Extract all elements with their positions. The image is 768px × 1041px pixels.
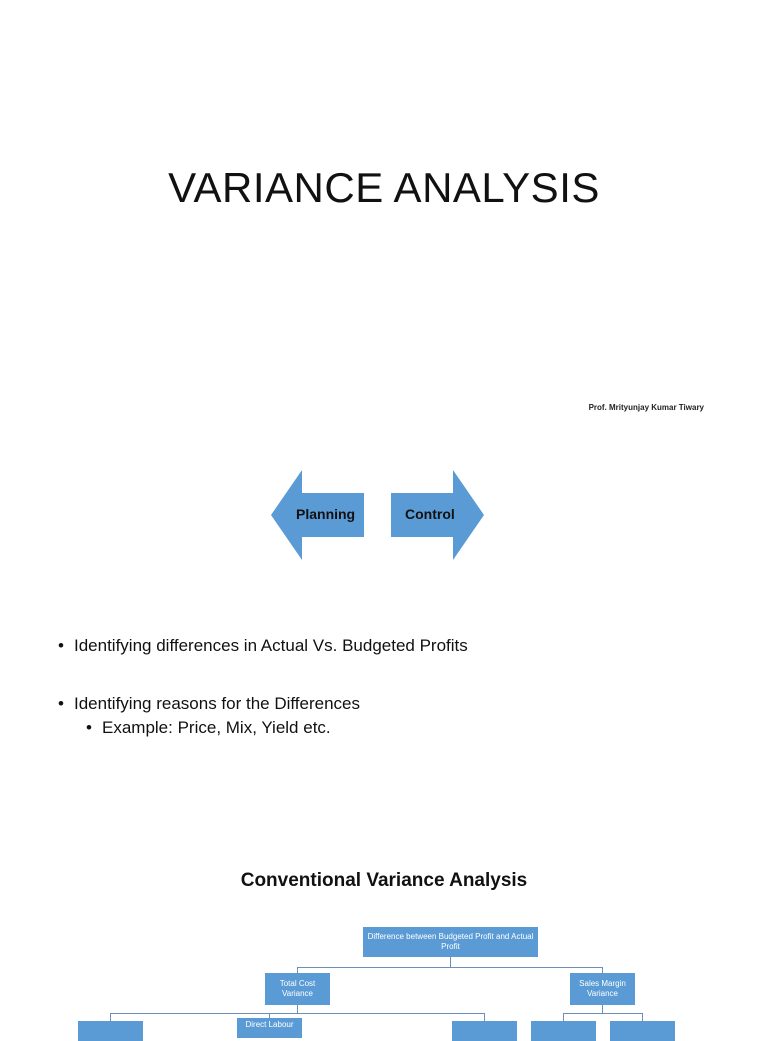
level2-box — [610, 1021, 675, 1041]
connector-line — [563, 1013, 564, 1021]
level2-box — [78, 1021, 143, 1041]
title-slide — [0, 0, 768, 430]
connector-line — [110, 1013, 111, 1021]
connector-line — [297, 967, 602, 968]
connector-line — [484, 1013, 485, 1021]
level2-box — [452, 1021, 517, 1041]
page-title: VARIANCE ANALYSIS — [168, 164, 600, 211]
root-box: Difference between Budgeted Profit and Actual Profit — [363, 927, 538, 957]
connector-line — [110, 1013, 485, 1014]
planning-control-slide — [0, 430, 768, 590]
chart-title: Conventional Variance Analysis — [240, 870, 528, 891]
bullet-glyph: • — [86, 718, 92, 737]
bullet-text: Example: Price, Mix, Yield etc. — [102, 718, 331, 737]
connector-line — [450, 957, 451, 967]
bullet-glyph: • — [58, 694, 64, 713]
level2-box — [531, 1021, 596, 1041]
connector-line — [563, 1013, 642, 1014]
bullet-item — [58, 636, 468, 656]
variance-chart-slide — [0, 830, 768, 1029]
control-label: Control — [405, 506, 455, 522]
connector-line — [642, 1013, 643, 1021]
connector-line — [602, 1005, 603, 1013]
bullets-slide — [0, 600, 768, 820]
bullet-text: Identifying differences in Actual Vs. Budgeted Profits — [74, 636, 468, 655]
author-name: Prof. Mrityunjay Kumar Tiwary — [588, 403, 704, 412]
bullet-glyph: • — [58, 636, 64, 655]
planning-label: Planning — [296, 506, 356, 522]
connector-line — [297, 1005, 298, 1013]
bullet-item — [58, 694, 360, 714]
sub-bullet-item — [86, 718, 331, 738]
sales-margin-variance-box: Sales Margin Variance — [570, 973, 635, 1005]
direct-labour-box: Direct Labour — [237, 1018, 302, 1038]
total-cost-variance-box: Total Cost Variance — [265, 973, 330, 1005]
bullet-text: Identifying reasons for the Differences — [74, 694, 361, 713]
